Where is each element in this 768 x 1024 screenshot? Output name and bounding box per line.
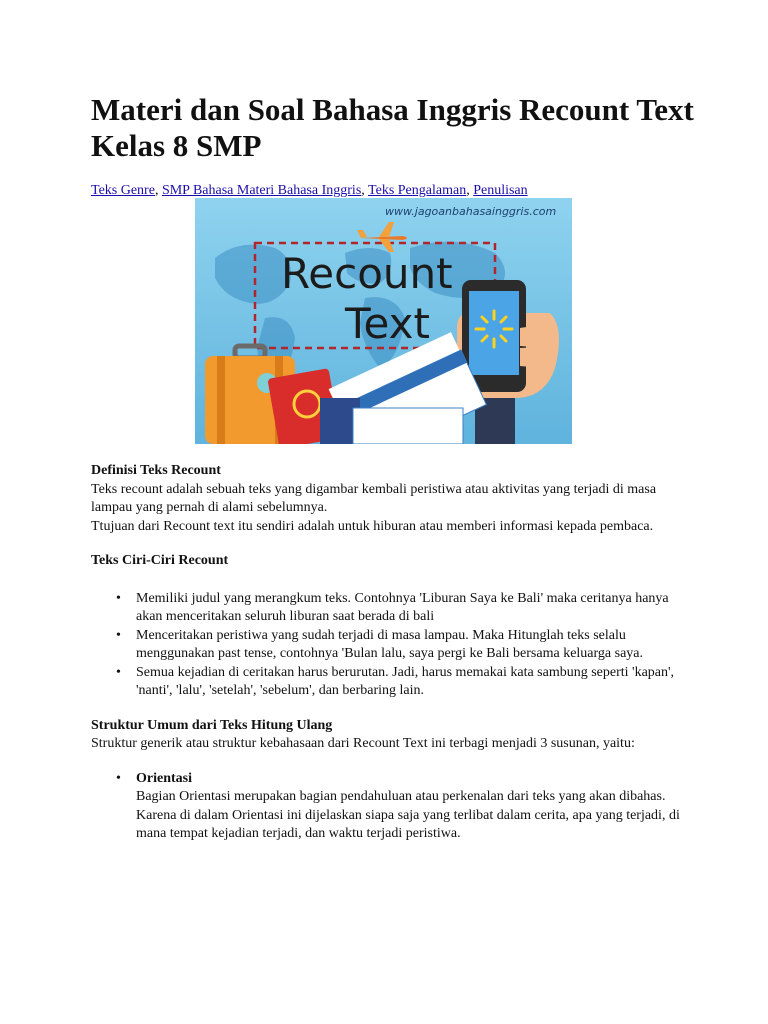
recount-word: Recount [281, 249, 453, 298]
text-word: Text [345, 299, 430, 348]
watermark-text: www.jagoanbahasainggris.com [385, 205, 557, 218]
definisi-paragraph-2: Ttujuan dari Recount text itu sendiri adalah untuk hiburan atau memberi informasi kepada pembaca. [91, 518, 654, 534]
list-item [136, 770, 691, 844]
category-link-teks-pengalaman[interactable]: Teks Pengalaman [368, 183, 467, 198]
section-heading-ciri: Teks Ciri-Ciri Recount [91, 553, 229, 568]
recount-text-illustration [195, 198, 572, 444]
page-title: Materi dan Soal Bahasa Inggris Recount Text Kelas 8 SMP [91, 92, 694, 163]
struktur-item-text: Bagian Orientasi merupakan bagian pendahuluan atau perkenalan dari teks yang akan dibahas. Karena di dalam Orientasi ini dijelaskan siapa saja yang terlibat dalam cerita, apa yang terjadi, di mana tempat kejadian terjadi, dan waktu terjadi peristiwa. [136, 789, 680, 841]
category-link-penulisan[interactable]: Penulisan [473, 183, 528, 198]
list-item: • Menceritakan peristiwa yang sudah terjadi di masa lampau. Maka Hitunglah teks selalu menggunakan past tense, contohnya 'Bulan lalu, saya pergi ke Bali bersama keluarga saya. [136, 627, 691, 664]
list-item: • Memiliki judul yang merangkum teks. Contohnya 'Liburan Saya ke Bali' maka ceritanya hanya akan menceritakan seluruh liburan saat berada di bali [136, 590, 691, 627]
definisi-paragraph-1: Teks recount adalah sebuah teks yang digambar kembali peristiwa atau aktivitas yang terjadi di masa lampau yang pernah di alami sebelumnya. [91, 481, 657, 515]
category-link-smp-bahasa[interactable]: SMP Bahasa Materi Bahasa Inggris [161, 183, 362, 198]
list-item: • Semua kejadian di ceritakan harus berurutan. Jadi, harus memakai kata sambung seperti 'kapan', 'nanti', 'lalu', 'setelah', 'sebelum', dan berbaring lain. [136, 664, 691, 701]
section-heading-struktur: Struktur Umum dari Teks Hitung Ulang [91, 717, 333, 733]
category-link-teks-genre[interactable]: Teks Genre [91, 183, 155, 198]
ciri-list [91, 590, 691, 701]
category-links: Teks Genre, SMP Bahasa Materi Bahasa Inggris, Teks Pengalaman, Penulisan [91, 183, 528, 198]
struktur-list [91, 770, 691, 844]
struktur-intro: Struktur generik atau struktur kebahasaan dari Recount Text ini terbagi menjadi 3 susunan, yaitu: [91, 736, 635, 751]
section-heading-definisi: Definisi Teks Recount [91, 463, 221, 478]
article-body [91, 462, 691, 844]
struktur-item-label: Orientasi [136, 770, 192, 786]
